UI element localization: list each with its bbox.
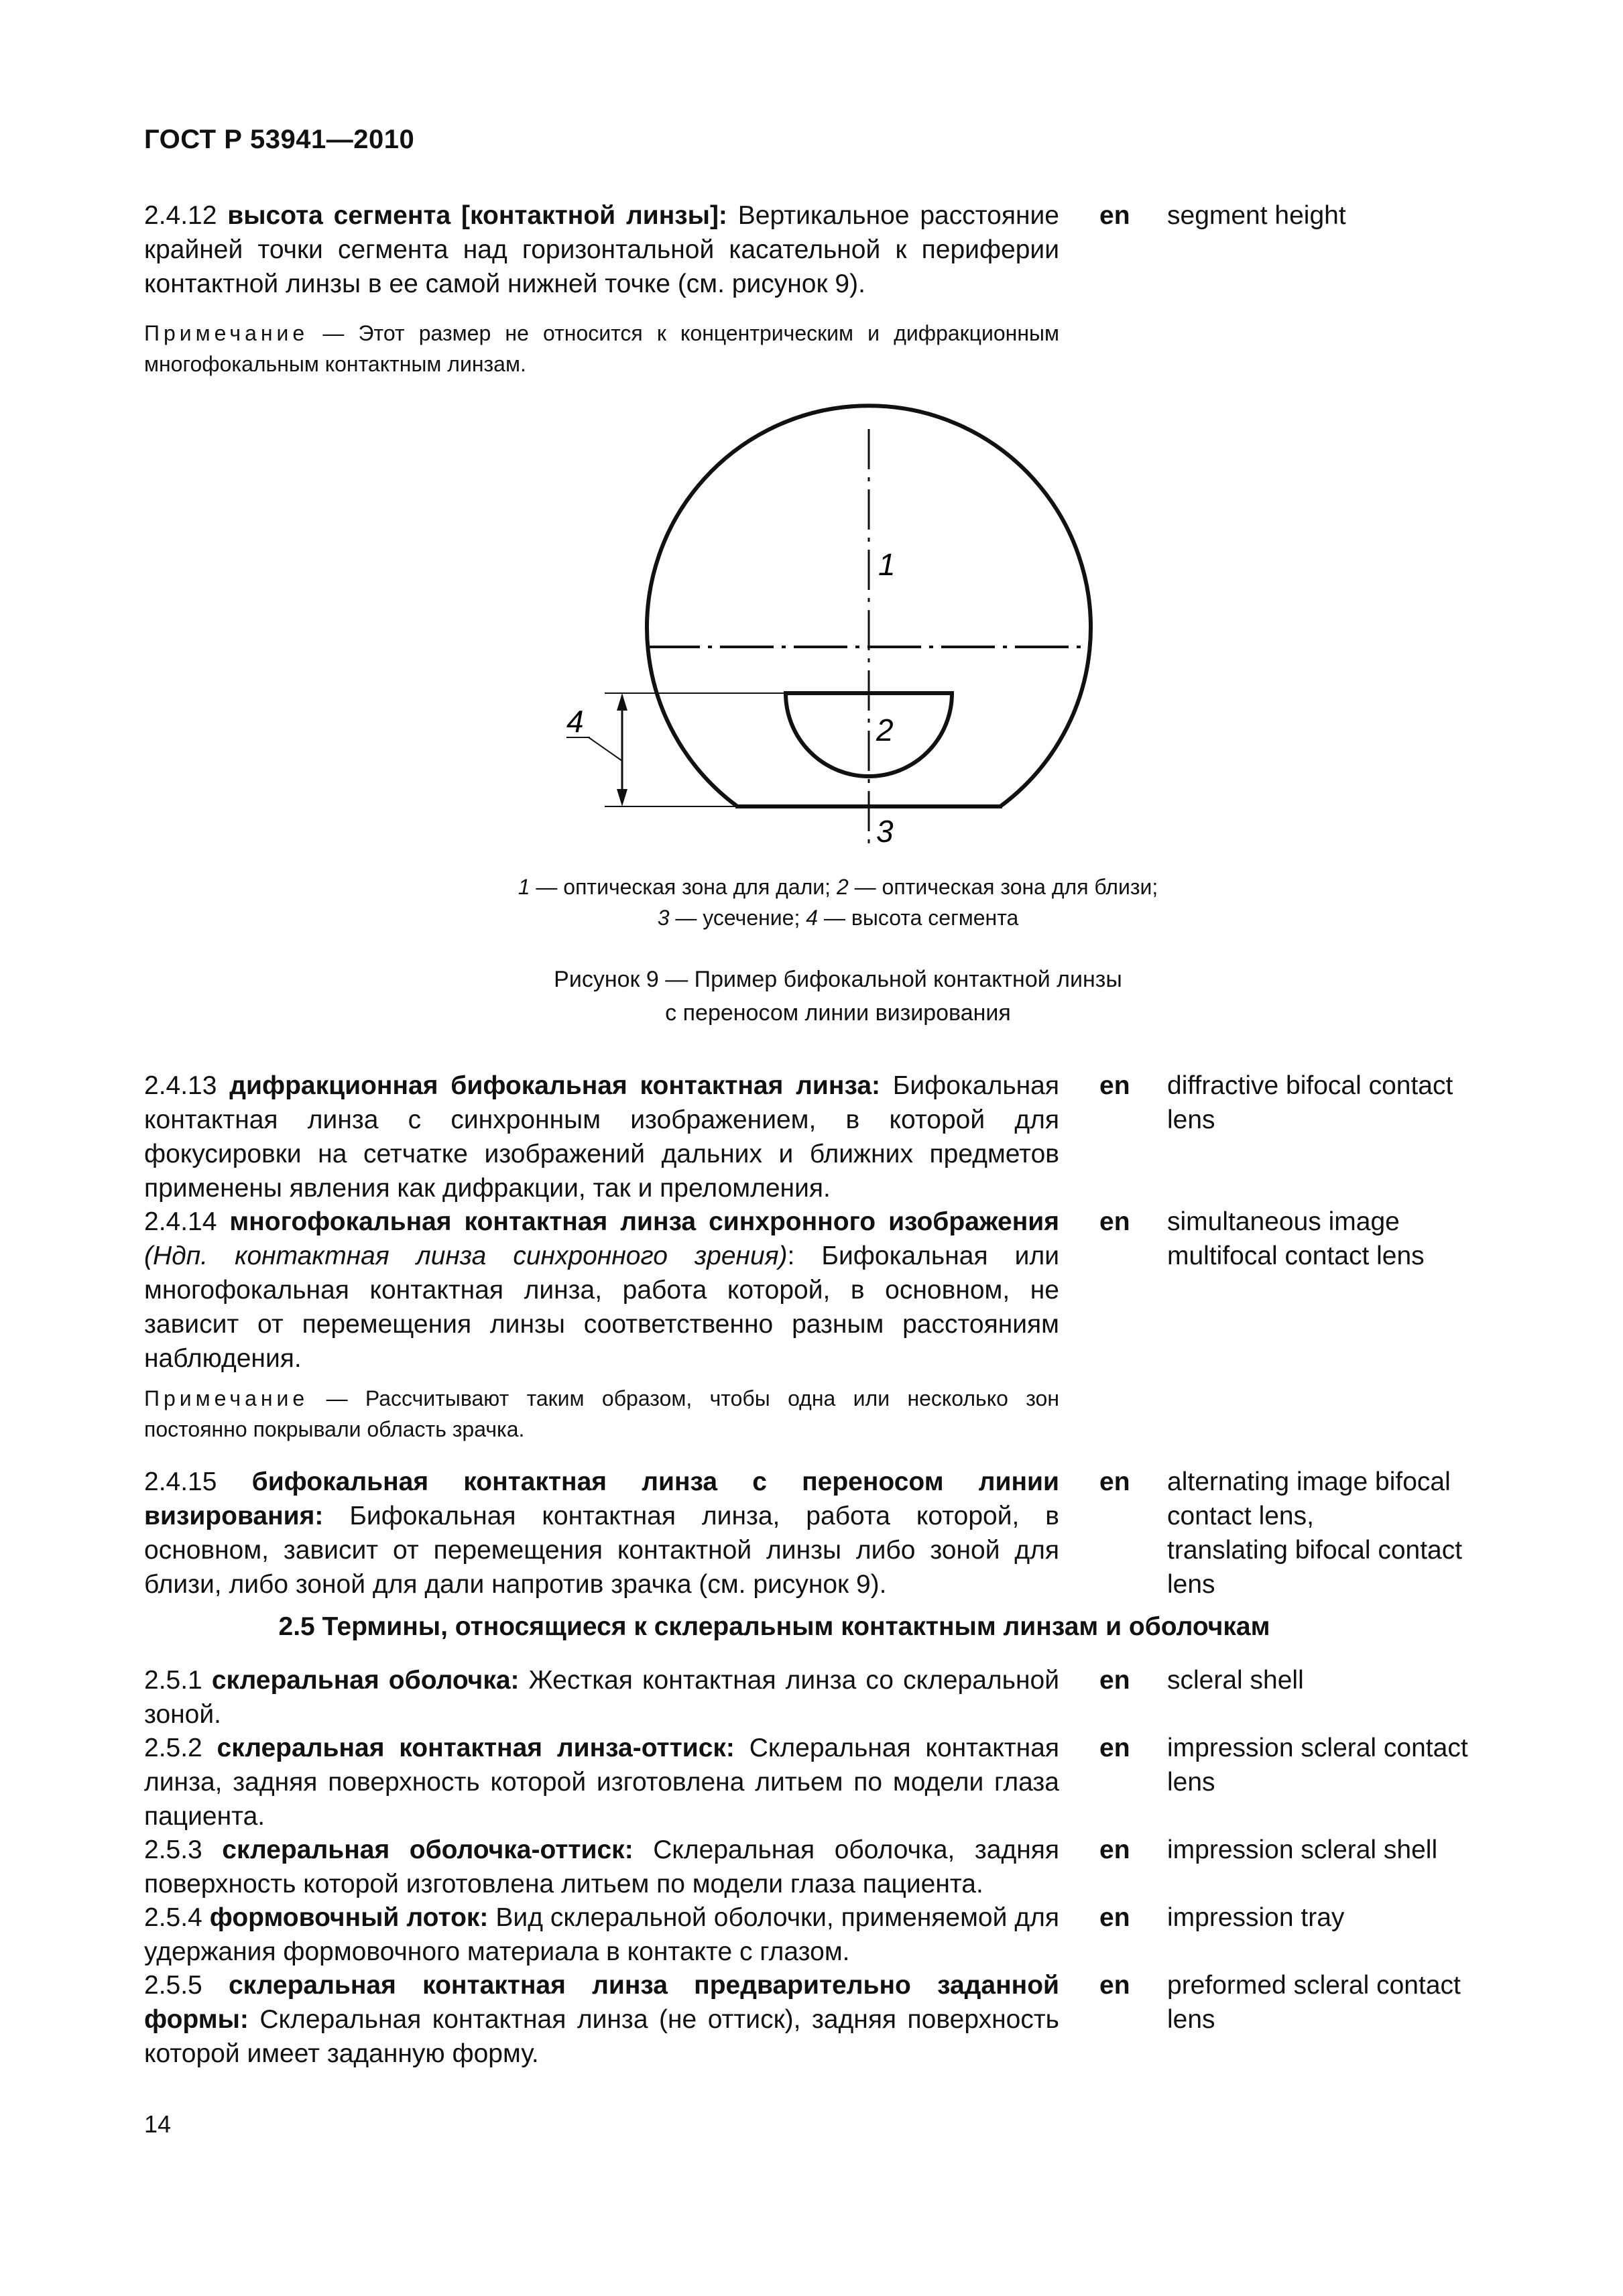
term-2-5-1: [144, 1663, 1059, 1732]
legend-text-1: — оптическая зона для дали;: [530, 875, 837, 899]
term-2-4-15: [144, 1465, 1059, 1602]
term-2-5-4: [144, 1900, 1059, 1969]
note-2-4-14: [144, 1383, 1059, 1445]
term-title: формовочный лоток:: [209, 1903, 489, 1932]
lang-code: en: [1099, 1467, 1130, 1496]
english-line: lens: [1167, 2005, 1215, 2034]
english-equivalent: [1167, 1465, 1569, 1602]
english-equivalent: [1167, 1205, 1569, 1273]
term-title: склеральная контактная линза предварительно заданной формы:: [144, 1971, 1060, 2034]
term-definition: Бифокальная контактная линза с синхронным изображением, в которой для фокусировки на сетчатке изображений дальних и ближних предметов применены явления как дифракции, так и преломления.: [144, 1071, 1059, 1203]
label-1: 1: [878, 547, 896, 582]
term-title: склеральная оболочка:: [211, 1666, 520, 1695]
english-line: lens: [1167, 1768, 1215, 1797]
term-number: 2.4.15: [144, 1467, 252, 1496]
note-text: — Рассчитывают таким образом, чтобы одна или несколько зон постоянно покрывали область зрачка.: [144, 1386, 1059, 1441]
lang-code: en: [1099, 1071, 1130, 1100]
term-2-5-5: [144, 1968, 1059, 2071]
caption-line-1: Рисунок 9 — Пример бифокальной контактной линзы: [554, 967, 1122, 992]
term-2-4-14: [144, 1205, 1059, 1376]
term-2-5-3: [144, 1833, 1059, 1901]
term-title: склеральная оболочка-оттиск:: [222, 1835, 634, 1864]
english-equivalent: [1167, 1731, 1569, 1799]
english-line: diffractive bifocal contact: [1167, 1071, 1453, 1100]
term-deprecated-synonym: (Ндп. контактная линза синхронного зрения): [144, 1242, 788, 1270]
term-title: склеральная контактная линза-оттиск:: [217, 1734, 735, 1762]
english-equivalent: [1167, 1069, 1569, 1137]
lang-code: en: [1099, 1835, 1130, 1864]
term-2-4-13: [144, 1069, 1059, 1205]
lang-code: en: [1099, 1971, 1130, 2000]
note-text: — Этот размер не относится к концентрическим и дифракционным многофокальным контактным линзам.: [144, 321, 1059, 376]
term-number: 2.5.5: [144, 1971, 229, 2000]
legend-key-1: 1: [518, 875, 530, 899]
note-label: Примечание: [144, 1386, 309, 1410]
document-header: ГОСТ Р 53941—2010: [144, 125, 415, 154]
english-line: contact lens,: [1167, 1502, 1314, 1530]
english-line: translating bifocal contact: [1167, 1536, 1463, 1565]
term-definition: Склеральная оболочка, задняя поверхность которой изготовлена литьем по модели глаза пациента.: [144, 1835, 1059, 1898]
legend-text-3: — усечение;: [669, 906, 806, 930]
legend-key-2: 2: [836, 875, 849, 899]
legend-key-4: 4: [806, 906, 819, 930]
english-line: impression scleral contact: [1167, 1734, 1468, 1762]
legend-text-4: — высота сегмента: [818, 906, 1019, 930]
figure-9-caption: [402, 963, 1274, 1030]
section-2-5-title: 2.5 Термины, относящиеся к склеральным контактным линзам и оболочкам: [278, 1612, 1270, 1641]
dimension-arrow-down: [617, 789, 627, 806]
term-definition: Бифокальная контактная линза, работа которой, в основном, зависит от перемещения контактной линзы либо зоной для близи, либо зоной для дали напротив зрачка (см. рисунок 9).: [144, 1502, 1059, 1599]
english-line: multifocal contact lens: [1167, 1242, 1425, 1270]
term-definition: : Бифокальная или многофокальная контактная линза, работа которой, в основном, не зависит от перемещения линзы соответственно разным расстояниям наблюдения.: [144, 1242, 1059, 1373]
lang-code: en: [1099, 201, 1130, 230]
term-definition: Жесткая контактная линза со склеральной зоной.: [144, 1666, 1059, 1729]
lang-code: en: [1099, 1734, 1130, 1762]
label-3: 3: [876, 814, 894, 849]
label-4-leader: [589, 737, 622, 761]
term-title: многофокальная контактная линза синхронного изображения: [229, 1207, 1059, 1236]
page-number: 14: [144, 2110, 172, 2138]
legend-text-2: — оптическая зона для близи;: [848, 875, 1158, 899]
label-2: 2: [876, 713, 894, 747]
figure-9-legend: [402, 871, 1274, 933]
term-number: 2.5.1: [144, 1666, 212, 1695]
term-title: высота сегмента [контактной линзы]:: [227, 201, 727, 230]
english-equivalent: [1167, 1968, 1569, 2037]
term-number: 2.4.14: [144, 1207, 230, 1236]
term-number: 2.5.3: [144, 1835, 223, 1864]
english-line: simultaneous image: [1167, 1207, 1400, 1236]
term-definition: Склеральная контактная линза (не оттиск), задняя поверхность которой имеет заданную форму.: [144, 2005, 1059, 2068]
term-number: 2.5.2: [144, 1734, 217, 1762]
dimension-arrow-up: [617, 693, 627, 711]
lang-code: en: [1099, 1666, 1130, 1695]
term-definition: Склеральная контактная линза, задняя поверхность которой изготовлена литьем по модели глаза пациента.: [144, 1734, 1060, 1831]
english-equivalent: scleral shell: [1167, 1666, 1304, 1695]
note-label: Примечание: [144, 321, 309, 345]
english-equivalent: segment height: [1167, 201, 1346, 230]
term-2-5-2: [144, 1731, 1059, 1833]
term-definition: Вид склеральной оболочки, применяемой для удержания формовочного материала в контакте с глазом.: [144, 1903, 1059, 1966]
term-title: бифокальная контактная линза с переносом линии визирования:: [144, 1467, 1059, 1530]
lang-code: en: [1099, 1903, 1130, 1932]
figure-9-diagram: [0, 0, 1623, 871]
term-title: дифракционная бифокальная контактная линза:: [229, 1071, 880, 1100]
lang-code: en: [1099, 1207, 1130, 1236]
term-number: 2.4.12: [144, 201, 228, 230]
english-equivalent: impression scleral shell: [1167, 1835, 1438, 1864]
term-definition: Вертикальное расстояние крайней точки сегмента над горизонтальной касательной к периферии контактной линзы в ее самой нижней точке (см. рисунок 9).: [144, 201, 1059, 298]
term-number: 2.5.4: [144, 1903, 210, 1932]
caption-line-2: с переносом линии визирования: [665, 1000, 1011, 1026]
english-line: lens: [1167, 1570, 1215, 1599]
english-equivalent: impression tray: [1167, 1903, 1345, 1932]
english-line: lens: [1167, 1105, 1215, 1134]
label-4: 4: [566, 704, 584, 739]
english-line: alternating image bifocal: [1167, 1467, 1451, 1496]
term-number: 2.4.13: [144, 1071, 230, 1100]
legend-key-3: 3: [657, 906, 670, 930]
english-line: preformed scleral contact: [1167, 1971, 1461, 2000]
